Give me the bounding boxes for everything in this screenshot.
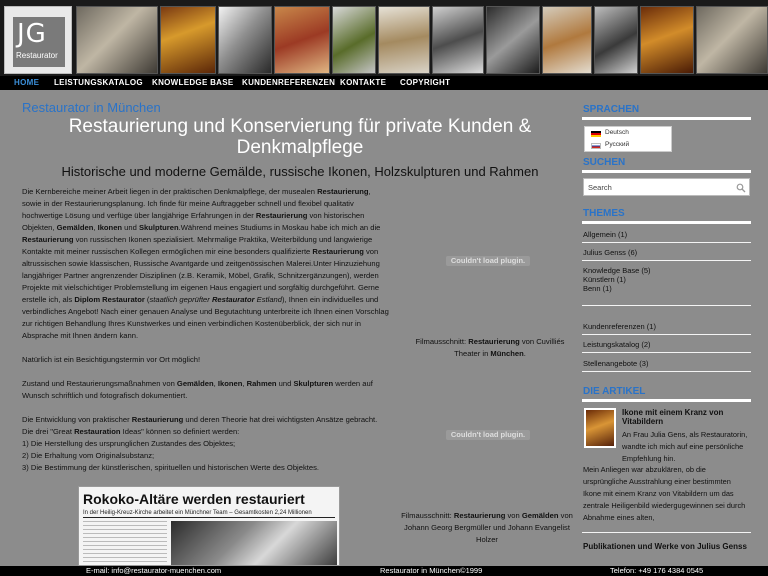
logo-subtitle: Restaurator — [16, 51, 58, 60]
header-photo-restorer-at-work-2 — [696, 6, 768, 74]
header-photo-golden-icon — [640, 6, 694, 74]
nav-copyright[interactable]: COPYRIGHT — [400, 78, 451, 87]
visit-paragraph: Natürlich ist ein Besichtigungstermin vor Ort möglich! — [22, 355, 201, 364]
header-photo-painted-cabinet — [378, 6, 430, 74]
logo-letters: JG — [17, 19, 47, 49]
article-thumbnail[interactable] — [584, 408, 616, 448]
search-icon[interactable] — [736, 183, 746, 193]
theme-link-knowledge-base[interactable]: Knowledge Base (5) — [583, 266, 651, 275]
sidebar-rule — [582, 399, 751, 402]
header-photo-portrait-painting — [274, 6, 330, 74]
video-plugin-error-2[interactable]: Couldn't load plugin. — [446, 430, 530, 440]
video-plugin-error-1[interactable]: Couldn't load plugin. — [446, 256, 530, 266]
search-placeholder: Search — [588, 183, 612, 192]
sidebar-heading-themes: THEMES — [583, 208, 625, 219]
header-photo-carved-angel — [542, 6, 592, 74]
documentation-paragraph: Zustand und Restaurierungsmaßnahmen von Gemälden, Ikonen, Rahmen und Skulpturen werden auf Wunsch schriftlich und fotografisch dokumentiert. — [22, 379, 373, 400]
publication-title[interactable]: Publikationen und Werke von Julius Genss — [583, 542, 747, 551]
clipping-subheadline: In der Heilig-Kreuz-Kirche arbeitet ein Münchner Team – Gesamtkosten 2,24 Millionen — [83, 510, 312, 516]
russian-flag-icon — [591, 143, 601, 149]
clipping-photo — [171, 521, 337, 566]
sidebar-heading-suchen: SUCHEN — [583, 157, 626, 168]
video-caption-2: Filmausschnitt: Restaurierung von Gemälden von Johann Georg Bergmüller und Johann Evangelist Holzer — [401, 511, 573, 544]
header-photo-restorer-at-work — [76, 6, 158, 74]
footer-copyright: Restaurator in München©1999 — [380, 566, 483, 575]
header-photo-tools-table — [486, 6, 540, 74]
sidebar-rule — [582, 170, 751, 173]
newspaper-clipping-image[interactable] — [78, 486, 340, 566]
theme-link-stellenangebote[interactable]: Stellenangebote (3) — [583, 359, 649, 368]
theme-divider — [582, 260, 751, 261]
logo[interactable] — [4, 6, 72, 74]
nav-leistungskatalog[interactable]: LEISTUNGSKATALOG — [54, 78, 143, 87]
theme-link-leistungskatalog[interactable]: Leistungskatalog (2) — [583, 340, 651, 349]
theory-paragraph: Die Entwicklung von praktischer Restaurierung und deren Theorie hat drei wichtigsten Ansätze gebracht. Die drei "Great Restauration Ideas" können so definiert werden: 1) Die Herstellung des ursprunglichen Zustandes des Objektes; 2) Die Erhaltung vom Originalsubstanz; 3) Die Bestimmung der künstlerischen, spirituellen und historischen Werte des Objektes. — [22, 415, 378, 472]
header-banner — [0, 0, 768, 76]
article-divider — [582, 532, 751, 533]
theme-divider — [582, 352, 751, 353]
main-content — [22, 96, 578, 566]
footer — [0, 566, 768, 576]
page-title: Restaurierung und Konservierung für private Kunden & Denkmalpflege — [68, 116, 532, 158]
language-deutsch[interactable]: Deutsch — [605, 129, 629, 136]
clipping-rule — [83, 517, 335, 518]
footer-email[interactable]: E-mail: info@restaurator-muenchen.com — [86, 566, 222, 575]
page-kicker[interactable]: Restaurator in München — [22, 100, 161, 115]
nav-knowledge-base[interactable]: KNOWLEDGE BASE — [152, 78, 234, 87]
clipping-text-column — [83, 521, 167, 565]
nav-kontakte[interactable]: KONTAKTE — [340, 78, 387, 87]
theme-link-kundenreferenzen[interactable]: Kundenreferenzen (1) — [583, 322, 656, 331]
sidebar-rule — [582, 117, 751, 120]
footer-phone: Telefon: +49 176 4384 0545 — [610, 566, 704, 575]
article-excerpt-1: An Frau Julia Gens, als Restauratorin, wandte ich mich auf eine persönliche Empfehlung hin. — [622, 430, 748, 463]
theme-divider — [582, 242, 751, 243]
nav-home[interactable]: HOME — [14, 78, 40, 87]
header-photo-icon-panel — [160, 6, 216, 74]
header-photo-sketch-drawing — [218, 6, 272, 74]
sidebar — [582, 96, 752, 566]
language-russian[interactable]: Русский — [605, 141, 630, 148]
theme-link-kuenstlern[interactable]: Künstlern (1) — [583, 275, 626, 284]
video-caption-1: Filmausschnitt: Restaurierung von Cuvilliés Theater in München. — [415, 337, 565, 358]
intro-paragraph: Die Kernbereiche meiner Arbeit liegen in der praktischen Denkmalpflege, der musealen Restaurierung, sowie in der Restaurierungsplanung. Ich finde für meine Auftraggeber schnell und flexibel qualitativ hochwertige Lösung und verfüge über langjährige Erfahrungen in der Restaurierung von historischen Objekten, Gemälden, Ikonen und Skulpturen.Während meines Studiums in Moskau habe ich mich an die Restaurierung von russischen Ikonen spezialisiert. Mehrmalige Praktika, Weiterbildung und langwierige Kontakte mit meiner russischen Kollegen ermöglichen mir eine besonders qualifizierte Restaurierung von altrussischen sowie klassischen, Russische Avantgarde und zeitgenössischen Malerei.Unter Hinzuziehung langjähriger Partner angrenzender Disziplinen (z.B. Keramik, Möbel, Grafik, Schnitzergänzungen), werden Projekte mit vielschichtiger Problemstellung im eigenen Haus engagiert und sorgfältig durchgeführt. Gerne erstelle ich, als Diplom Restaurator (staatlich geprüfter Restaurator Estland), Ihnen ein individuelles und verbindliches Angebot! Nach einer genauen Analyse und Begutachtung unterbreite ich Ihnen einen Vorschlag zur richtigen Behandlung Ihres Kunstwerkes und einen verbindlichen Kostenüberblick, der sich nur in Absprache mit Ihnen ändern kann. — [22, 187, 389, 340]
theme-divider — [582, 371, 751, 372]
sidebar-heading-artikel: DIE ARTIKEL — [583, 386, 646, 397]
sidebar-heading-sprachen: SPRACHEN — [583, 104, 640, 115]
header-photo-restoration-desk — [332, 6, 376, 74]
page-subtitle: Historische und moderne Gemälde, russische Ikonen, Holzskulpturen und Rahmen — [61, 164, 539, 179]
article-excerpt-2: Mein Anliegen war abzuklären, ob die ursprüngliche Ausstrahlung einer bestimmten Ikone mit einem Kranz von Vitabildern um das zentrale Heiligenbild wiedergugewinnen sei durch Abnahme eines alten, — [583, 465, 746, 522]
search-input[interactable] — [583, 178, 750, 196]
theme-divider — [582, 305, 751, 306]
main-nav — [0, 76, 768, 90]
logo-mark — [13, 17, 65, 67]
german-flag-icon — [591, 131, 601, 137]
sidebar-rule — [582, 221, 751, 224]
theme-link-allgemein[interactable]: Allgemein (1) — [583, 230, 628, 239]
nav-kundenreferenzen[interactable]: KUNDENREFERENZEN — [242, 78, 336, 87]
header-photo-restorer-portrait — [432, 6, 484, 74]
theme-link-benn[interactable]: Benn (1) — [583, 284, 612, 293]
article-title[interactable]: Ikone mit einem Kranz von Vitabildern — [622, 408, 724, 426]
language-switcher — [584, 126, 672, 152]
clipping-headline: Rokoko-Altäre werden restauriert — [83, 491, 305, 507]
header-photo-workbench — [594, 6, 638, 74]
theme-link-julius-genss[interactable]: Julius Genss (6) — [583, 248, 638, 257]
theme-divider — [582, 334, 751, 335]
